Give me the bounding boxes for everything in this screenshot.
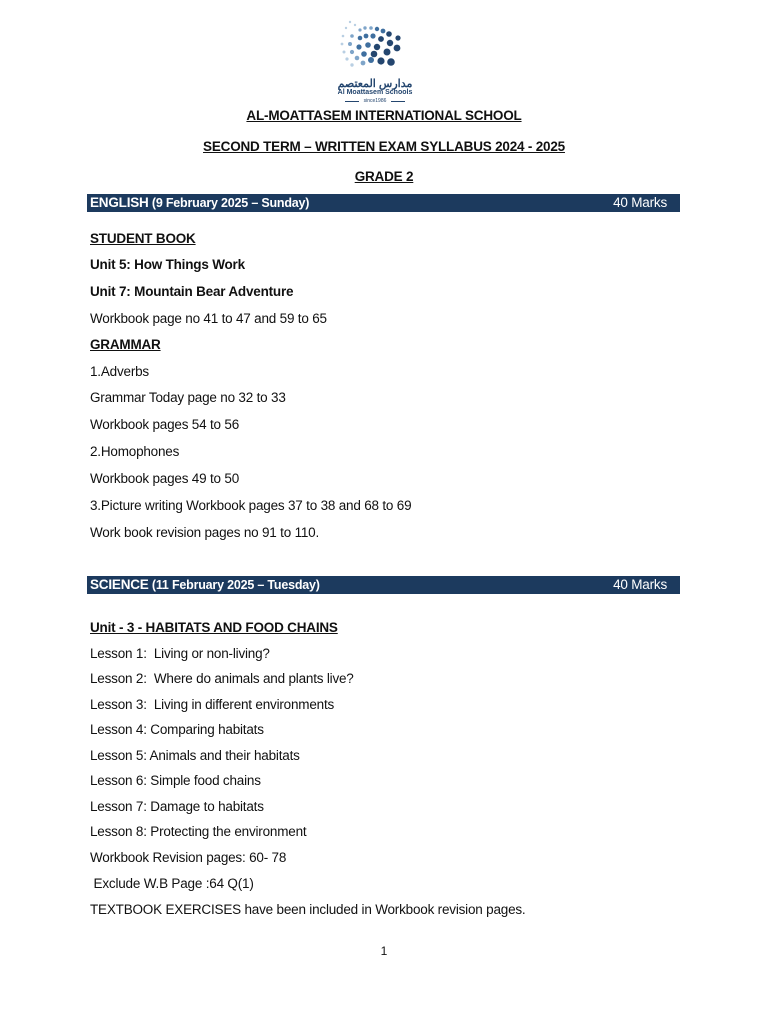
page-number: 1 [380,944,388,958]
english-unit-5: Unit 5: How Things Work [90,257,245,272]
science-lesson-8: Lesson 8: Protecting the environment [90,824,307,839]
english-workbook-49: Workbook pages 49 to 50 [90,471,240,486]
english-subject-label [90,194,309,212]
science-lesson-3: Lesson 3: Living in different environments [90,697,335,712]
english-picture-writing: 3.Picture writing Workbook pages 37 to 38 and 68 to 69 [90,498,412,513]
science-subject-label [90,576,320,594]
science-workbook-revision: Workbook Revision pages: 60- 78 [90,850,287,865]
science-lesson-7: Lesson 7: Damage to habitats [90,799,264,814]
logo-rule-left [345,101,359,102]
english-homophones: 2.Homophones [90,444,180,459]
science-lesson-1: Lesson 1: Living or non-living? [90,646,270,661]
english-subject: ENGLISH [90,195,149,210]
science-lesson-4: Lesson 4: Comparing habitats [90,722,264,737]
english-grammar-heading: GRAMMAR [90,337,161,352]
english-unit-7: Unit 7: Mountain Bear Adventure [90,284,294,299]
english-student-book-heading: STUDENT BOOK [90,231,196,246]
english-exam-date: (9 February 2025 – Sunday) [148,196,310,210]
grade-title: GRADE 2 [354,169,414,184]
english-section-bar [87,194,680,212]
science-subject: SCIENCE [90,577,149,592]
logo-dots-icon [330,16,420,78]
school-name: AL-MOATTASEM INTERNATIONAL SCHOOL [246,108,522,123]
english-revision-pages: Work book revision pages no 91 to 110. [90,525,320,540]
school-logo [330,16,420,106]
english-marks: 40 Marks [613,195,667,210]
science-unit-heading: Unit - 3 - HABITATS AND FOOD CHAINS [90,620,338,635]
science-lesson-2: Lesson 2: Where do animals and plants live? [90,671,354,686]
science-exam-date: (11 February 2025 – Tuesday) [148,578,320,592]
english-grammar-today: Grammar Today page no 32 to 33 [90,390,286,405]
logo-arabic-text: مدارس المعتصم [337,78,413,90]
english-workbook-54: Workbook pages 54 to 56 [90,417,240,432]
science-section-bar [87,576,680,594]
logo-rule-right [391,101,405,102]
science-lesson-5: Lesson 5: Animals and their habitats [90,748,300,763]
logo-english-text: Al Moattasem Schools [337,89,413,96]
science-textbook-note: TEXTBOOK EXERCISES have been included in Workbook revision pages. [90,902,526,917]
exam-title: SECOND TERM – WRITTEN EXAM SYLLABUS 2024 - 2025 [203,139,565,154]
english-workbook-pages: Workbook page no 41 to 47 and 59 to 65 [90,311,327,326]
english-adverbs: 1.Adverbs [90,364,149,379]
logo-since-text: since1986 [363,98,387,104]
science-lesson-6: Lesson 6: Simple food chains [90,773,261,788]
science-exclude-note: Exclude W.B Page :64 Q(1) [90,876,254,891]
science-marks: 40 Marks [613,577,667,592]
